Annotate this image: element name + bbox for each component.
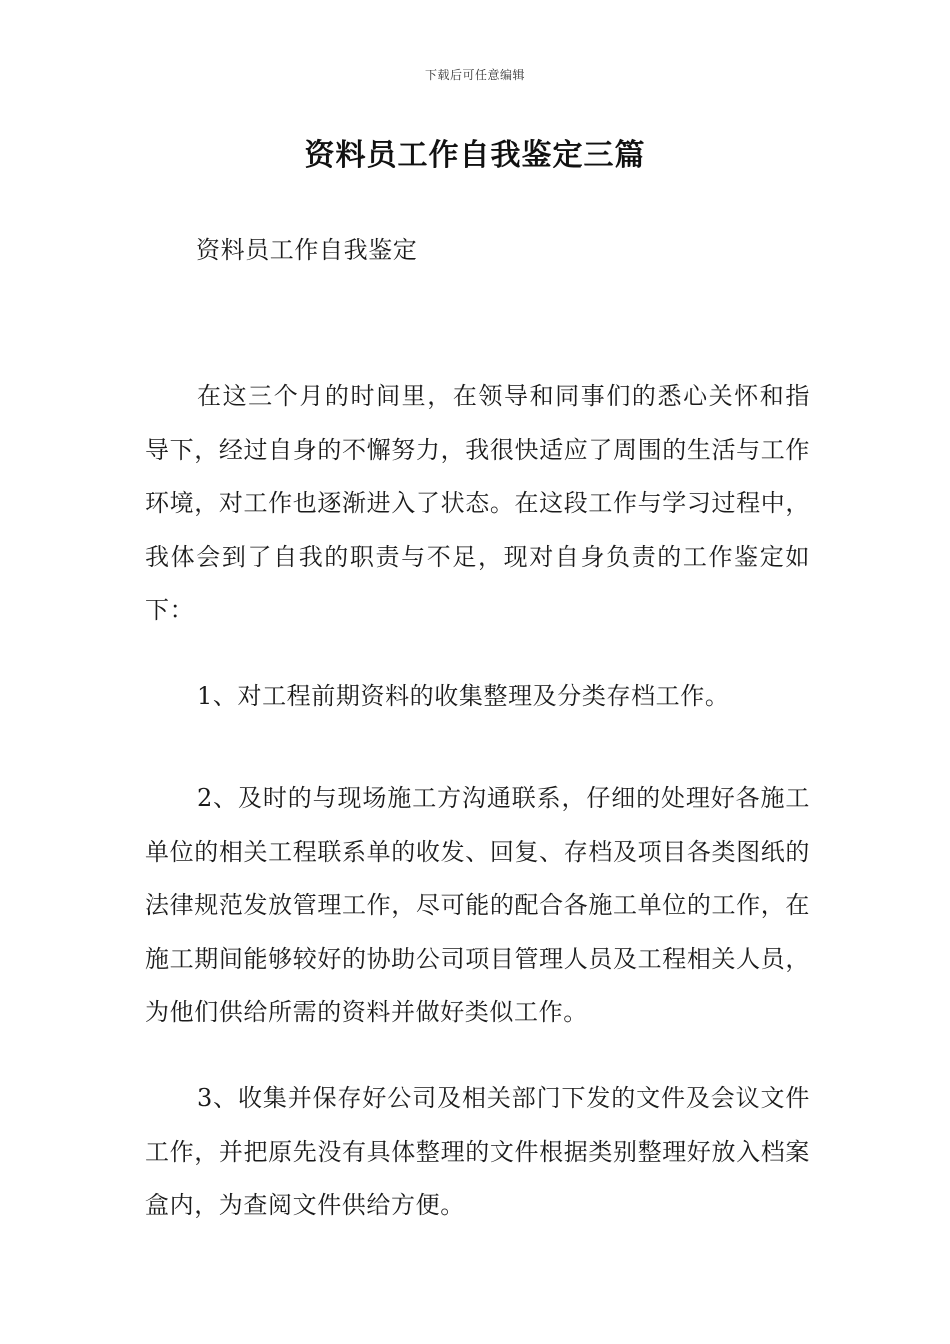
document-title: 资料员工作自我鉴定三篇 [304, 138, 646, 173]
paragraph-item-1: 1、对工程前期资料的收集整理及分类存档工作。 [197, 682, 730, 710]
paragraph-item-3: 3、收集并保存好公司及相关部门下发的文件及会议文件工作，并把原先没有具体整理的文件根据类别整理好放入档案盒内，为查阅文件供给方便。 [145, 1084, 810, 1219]
document-subtitle: 资料员工作自我鉴定 [196, 236, 418, 264]
paragraph-item-2: 2、及时的与现场施工方沟通联系，仔细的处理好各施工单位的相关工程联系单的收发、回复、存档及项目各类图纸的法律规范发放管理工作，尽可能的配合各施工单位的工作，在施工期间能够较好的协助公司项目管理人员及工程相关人员，为他们供给所需的资料并做好类似工作。 [145, 784, 810, 1026]
paragraph-intro: 在这三个月的时间里，在领导和同事们的悉心关怀和指导下，经过自身的不懈努力，我很快适应了周围的生活与工作环境，对工作也逐渐进入了状态。在这段工作与学习过程中，我体会到了自我的职责与不足，现对自身负责的工作鉴定如下： [145, 382, 810, 624]
header-note: 下载后可任意编辑 [424, 68, 525, 82]
